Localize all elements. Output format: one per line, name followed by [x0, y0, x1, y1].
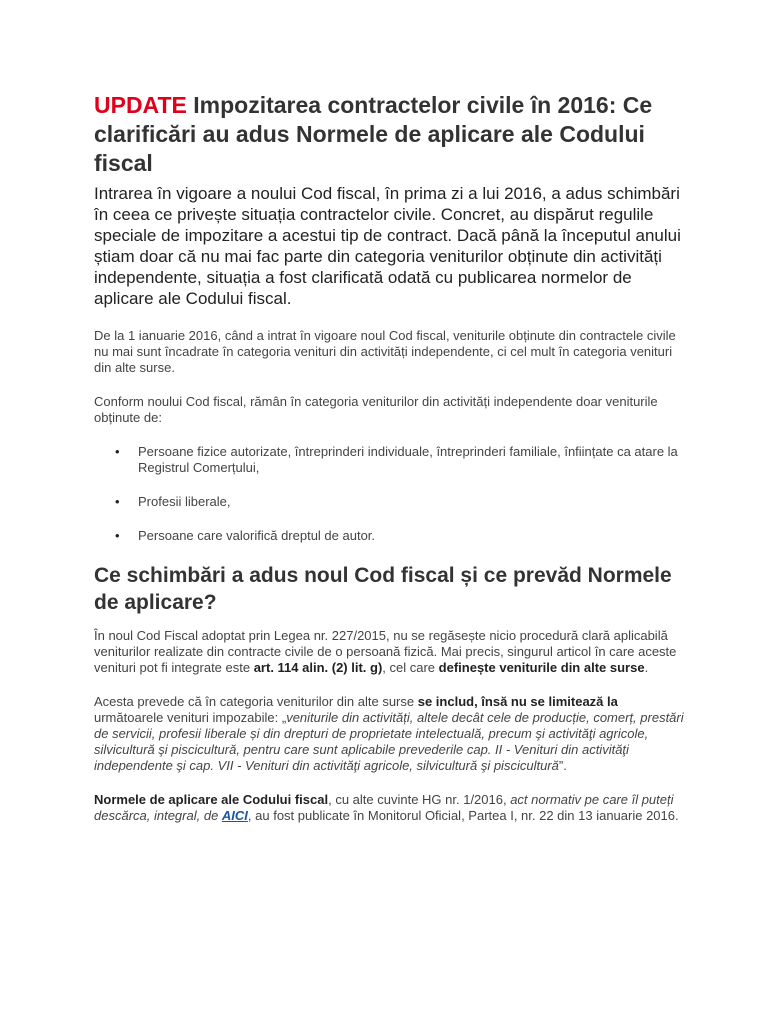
para5-text-d: , au fost publicate în Monitorul Oficial, Partea I, nr. 22 din 13 ianuarie 2016. — [247, 808, 679, 823]
para3-text-e: . — [644, 660, 649, 675]
paragraph-3 — [94, 628, 684, 676]
list-item-text: Profesii liberale, — [138, 494, 231, 509]
paragraph-4 — [94, 694, 684, 774]
list-item-text: Persoane care valorifică dreptul de autor. — [138, 528, 376, 543]
defines-other-sources: definește veniturile din alte surse — [438, 660, 645, 675]
lead-paragraph: Intrarea în vigoare a noului Cod fiscal, în prima zi a lui 2016, a adus schimbări în ceea ce privește situația contractelor civile. Concret, au dispărut regulile speciale de impozitare a acestui tip de contract. Dacă până la începutul anului știam doar că nu mai fac parte din categoria veniturilor obținute din activități independente, situația a fost clarificată odată cu publicarea normelor de aplicare ale Codului fiscal. — [94, 184, 681, 308]
para4-text-c: următoarele venituri impozabile: „ — [94, 710, 287, 725]
para4-text-a: Acesta prevede că în categoria veniturilor din alte surse — [94, 694, 418, 709]
list-item — [94, 444, 684, 476]
norms-title: Normele de aplicare ale Codului fiscal — [94, 792, 329, 807]
list-item — [94, 528, 684, 544]
bullet-icon: • — [115, 528, 120, 543]
list-item — [94, 494, 684, 510]
article-title — [94, 91, 684, 178]
income-sources-list — [94, 444, 684, 544]
para4-text-e: ”. — [558, 758, 567, 773]
list-item-text: Persoane fizice autorizate, întreprinderi individuale, întreprinderi familiale, înființate ca atare la Registrul Comerțului, — [138, 444, 678, 475]
paragraph-5 — [94, 792, 684, 824]
paragraph-1: De la 1 ianuarie 2016, când a intrat în vigoare noul Cod fiscal, veniturile obținute din contractele civile nu mai sunt încadrate în categoria venituri din activități independente, ci cel mult în categoria venituri din alte surse. — [94, 328, 676, 375]
section-heading: Ce schimbări a adus noul Cod fiscal și ce prevăd Normele de aplicare? — [94, 564, 672, 614]
includes-not-limited: se includ, însă nu se limitează la — [417, 694, 618, 709]
download-link[interactable]: AICI — [221, 808, 248, 823]
bullet-icon: • — [115, 494, 120, 509]
title-text: Impozitarea contractelor civile în 2016: Ce clarificări au adus Normele de aplicare ale Codului fiscal — [94, 92, 653, 176]
bullet-icon: • — [115, 444, 120, 459]
article-body — [94, 91, 684, 824]
para5-text-b: , cu alte cuvinte HG nr. 1/2016, — [328, 792, 511, 807]
para3-text-a: În noul Cod Fiscal adoptat prin Legea nr. 227/2015, nu se regăsește nicio procedură clară aplicabilă veniturilor realizate din contracte civile de o persoană fizică. Mai precis, singurul articol în care aceste venituri pot fi integrate este — [94, 628, 677, 675]
para3-text-c: , cel care — [382, 660, 439, 675]
update-label: UPDATE — [94, 92, 187, 118]
quoted-law-text: veniturile din activități, altele decât cele de producție, comerț, prestări de servicii, profesii liberale și din drepturi de proprietate intelectuală, precum şi activităţi agricole, silvicultură şi piscicultură, pentru care sunt aplicabile prevederile cap. II - Venituri din activităţi independente şi cap. VII - Venituri din activităţi agricole, silvicultură şi piscicultură — [94, 710, 684, 773]
article-reference: art. 114 alin. (2) lit. g) — [253, 660, 383, 675]
paragraph-2: Conform noului Cod fiscal, rămân în categoria veniturilor din activități independente doar veniturile obținute de: — [94, 394, 658, 425]
para5-italic: act normativ pe care îl puteți descărca, integral, de — [94, 792, 674, 823]
